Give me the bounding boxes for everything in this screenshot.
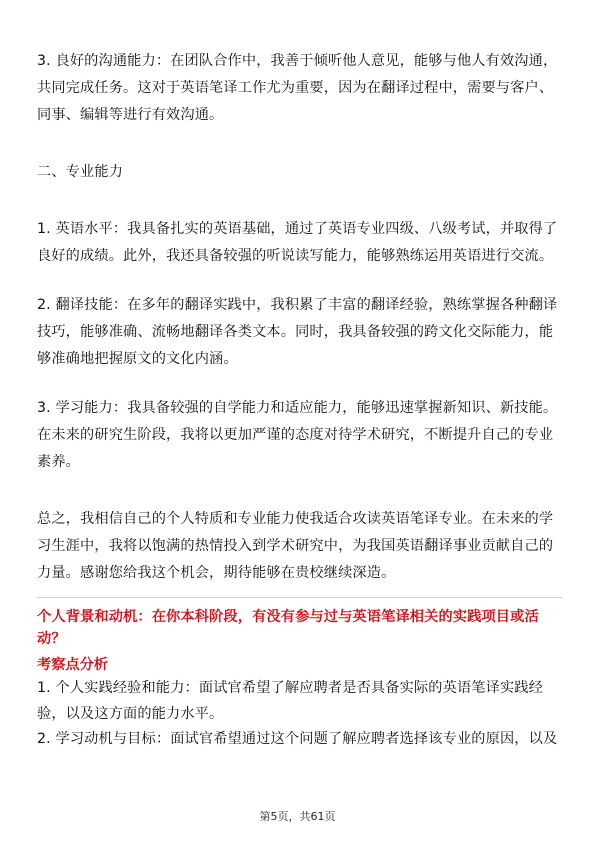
- page-footer: 第5页，共61页: [259, 810, 336, 823]
- paragraph-english-level: 1. 英语水平：我具备扎实的英语基础，通过了英语专业四级、八级考试，并取得了良好的成绩。此外，我还具备较强的听说读写能力，能够熟练运用英语进行交流。: [37, 221, 558, 264]
- analysis-point-2: 2. 学习动机与目标：面试官希望通过这个问题了解应聘者选择该专业的原因，以及: [37, 731, 558, 747]
- document-body: [37, 48, 562, 753]
- paragraph-learning-ability: 3. 学习能力：我具备较强的自学能力和适应能力，能够迅速掌握新知识、新技能。在未来的研究生阶段，我将以更加严谨的态度对待学术研究，不断提升自己的专业素养。: [37, 400, 558, 470]
- analysis-point-1: 1. 个人实践经验和能力：面试官希望了解应聘者是否具备实际的英语笔译实践经验，以及这方面的能力水平。: [37, 680, 543, 722]
- paragraph-conclusion: 总之，我相信自己的个人特质和专业能力使我适合攻读英语笔译专业。在未来的学习生涯中，我将以饱满的热情投入到学术研究中，为我国英语翻译事业贡献自己的力量。感谢您给我这个机会，期待能够在贵校继续深造。: [37, 511, 554, 581]
- analysis-heading: 考察点分析: [37, 657, 108, 673]
- section-heading-professional: 二、专业能力: [37, 164, 124, 180]
- paragraph-translation-skills: 2. 翻译技能：在多年的翻译实践中，我积累了丰富的翻译经验，熟练掌握各种翻译技巧，能够准确、流畅地翻译各类文本。同时，我具备较强的跨文化交际能力，能够准确地把握原文的文化内涵。: [37, 297, 558, 367]
- paragraph-communication: 3. 良好的沟通能力：在团队合作中，我善于倾听他人意见，能够与他人有效沟通，共同完成任务。这对于英语笔译工作尤为重要，因为在翻译过程中，需要与客户、同事、编辑等进行有效沟通。: [37, 53, 558, 123]
- section-divider: [37, 597, 562, 598]
- question-title: 个人背景和动机：在你本科阶段，有没有参与过与英语笔译相关的实践项目或活动？: [37, 609, 539, 647]
